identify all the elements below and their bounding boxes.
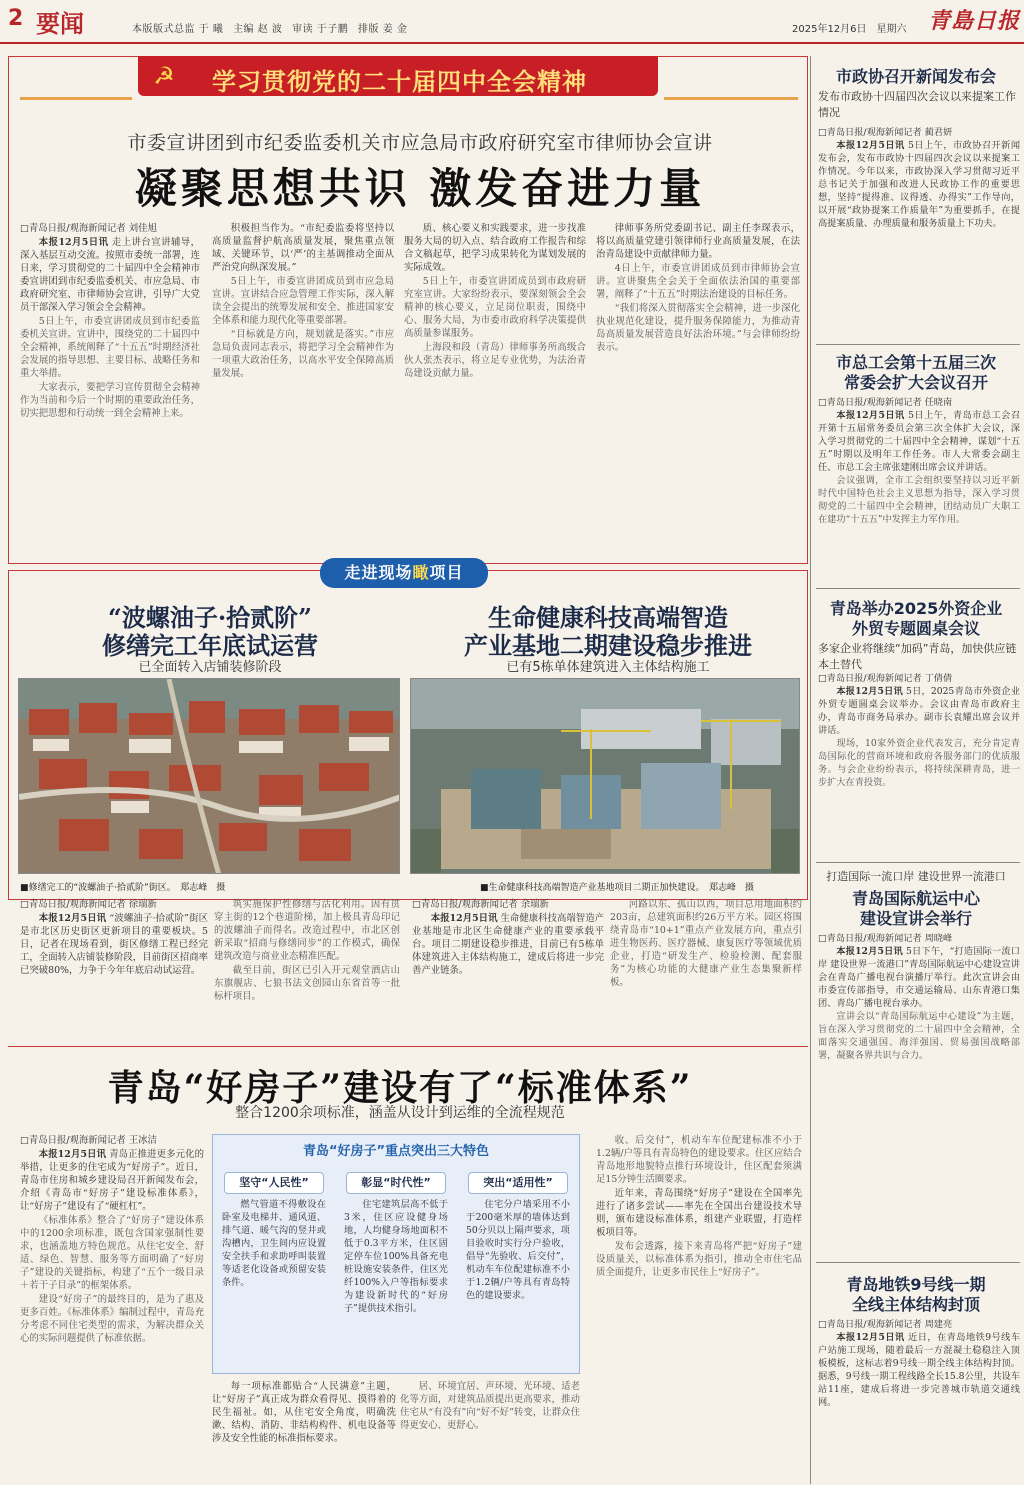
feature-kicker xyxy=(320,558,488,588)
rail-article-4-body: □青岛日报/观海新闻记者 周晓峰 本报12月5日讯 5日下午，“打造国际一流口岸 建设世界一流港口”青岛国际航运中心建设宣讲会在青岛广播电视台演播厅举行。此次宣讲会由市委宣传部指导，市交通运输局、山东青港口集团、青岛广播电视台承办。 宣讲会以“青岛国际航运中心建设”为主题，旨在深入学习贯彻党的二十届四中全会精神，全面落实交通强国、海洋强国、贸易强国战略部署，凝聚各界共识与合力。 xyxy=(818,933,1020,1061)
dateline: 本报12月5日讯 xyxy=(836,686,903,697)
article-text: 5日上午，青岛市总工会召开第十五届常务委员会第三次全体扩大会议，深入学习贯彻党的二十届四中全会精神，谋划“十五五”时期以及明年工作任务。市人大常委会副主任、市总工会主席张建刚出席会议并讲话。 xyxy=(818,410,1020,473)
feature-tag-era: 彰显“时代性” xyxy=(346,1172,446,1194)
rail-article-5-body xyxy=(818,1318,1020,1480)
rail-rule xyxy=(816,862,1020,863)
editor-credit: 审读 于子鹏 xyxy=(292,24,349,35)
feature-right-subheadline: 已有5栋单体建筑进入主体结构施工 xyxy=(506,660,710,675)
housing-subheadline: 整合1200余项标准，涵盖从设计到运维的全流程规范 xyxy=(235,1105,565,1121)
byline: □青岛日报/观海新闻记者 丁倩倩 xyxy=(818,673,953,684)
rail-divider xyxy=(810,56,811,1484)
feature-left-subheadline: 已全面转入店铺装修阶段 xyxy=(138,660,282,675)
article-text: 5日下午，“打造国际一流口岸 建设世界一流港口”青岛国际航运中心建设宣讲会在青岛广播电视台演播厅举行。此次宣讲会由市委宣传部指导，市交通运输局、山东青港口集团、青岛广播电视台承办。 xyxy=(818,946,1020,1009)
street-district-photo xyxy=(18,678,400,874)
masthead xyxy=(0,0,1024,44)
study-column-1: □青岛日报/观海新闻记者 刘佳旭 本报12月5日讯 走上讲台宣讲辅导，深入基层互动交流。按照市委统一部署，连日来，学习贯彻党的二十届四中全会精神市委宣讲团到市纪委监委机关、市应急局、市政府研究室、市律师协会宣讲，引导广大党员干部深入学习领会全会精神。 5日上午，市委宣讲团成员到市纪委监委机关宣讲。宣讲中，围绕党的二十届四中全会精神，系统阐释了“十五五”时期经济社会发展的指导思想、主要目标、战略任务和重大举措。 大家表示，要把学习宣传贯彻全会精神作为当前和今后一个时期的重要政治任务，切实把思想和行动统一到全会精神上来。 xyxy=(20,223,200,419)
byline: □青岛日报/观海新闻记者 余瑞新 xyxy=(412,899,549,910)
dateline: 本报12月5日讯 xyxy=(38,1149,107,1160)
publication-date: 2025年12月6日 星期六 xyxy=(792,24,907,35)
construction-site-photo xyxy=(410,678,800,874)
feature-right-headline-2: 产业基地二期建设稳步推进 xyxy=(464,631,752,660)
byline: □青岛日报/观海新闻记者 蔺君妍 xyxy=(818,127,953,138)
article-text: 律师事务所党委副书记、副主任李琛表示，将以高质量党建引领律师行业高质量发展，在法治青岛建设中贡献律师力量。 xyxy=(596,223,800,260)
feature-left-column-2: 筑实施保护性修缮与活化利用。因有贯穿主街的12个巷道阶梯，加上极具青岛印记的波螺油子而得名。改造过程中，市北区创新采取“招商与修缮同步”的工作模式，确保建筑改造与商业业态精准匹配。 截至目前，街区已引入开元观堂酒店山东旗舰店、七狼书法文创园山东省首等一批标杆项目。 xyxy=(214,899,400,1002)
rail-article-5-headline-2: 全线主体结构封顶 xyxy=(851,1295,980,1314)
rail-rule xyxy=(816,344,1020,345)
feature-tag-practical: 突出“适用性” xyxy=(468,1172,568,1194)
feature-left-headline-2: 修缮完工年底试运营 xyxy=(102,631,318,660)
kicker-text: 项目 xyxy=(429,563,464,582)
byline: □青岛日报/观海新闻记者 刘佳旭 xyxy=(20,223,157,234)
dateline: 本报12月5日讯 xyxy=(836,946,903,957)
rail-article-4-kicker: 打造国际一流口岸 建设世界一流港口 xyxy=(826,870,1006,883)
editor-credit: 主编 赵 波 xyxy=(233,24,283,35)
photo-caption-right: ■生命健康科技高端智造产业基地项目二期正加快建设。 郑志峰 摄 xyxy=(480,883,755,893)
highlight-box-title: 青岛“好房子”重点突出三大特色 xyxy=(302,1144,490,1159)
article-text: 质、核心要义和实践要求，进一步找准服务大局的切入点、结合政府工作报告和综合文稿起草，把学习成果转化为谋划发展的实际成效。 xyxy=(404,223,586,273)
rail-article-4-headline-2: 建设宣讲会举行 xyxy=(859,909,972,928)
street-district-photo-graphic xyxy=(19,679,400,874)
construction-site-photo-graphic xyxy=(411,679,800,874)
article-text: 5日上午，市政协召开新闻发布会，发布市政协十四届四次会议以来提案工作情况。今年以来，市政协深入学习贯彻习近平总书记关于加强和改进人民政协工作的重要思想，坚持“提得准、议得透、办得实”工作导向，以开展“政协提案工作质量年”为重要抓手，在提高提案质量、办理质量和服务质量上下功夫。 xyxy=(818,140,1020,229)
kicker-eye-icon: 瞰 xyxy=(412,563,430,582)
rail-rule xyxy=(816,588,1020,589)
section-name: 要闻 xyxy=(36,10,84,38)
rail-article-5-headline-1: 青岛地铁9号线一期 xyxy=(846,1275,986,1294)
rail-article-2-headline-1: 市总工会第十五届三次 xyxy=(835,353,996,372)
feature-left-column-1 xyxy=(20,898,208,1030)
rail-rule xyxy=(816,1262,1020,1263)
photo-caption-left: ■修缮完工的“波螺油子·拾贰阶”街区。 郑志峰 摄 xyxy=(20,883,226,893)
editor-credit: 排版 姜 金 xyxy=(357,24,408,35)
housing-headline: 青岛“好房子”建设有了“标准体系” xyxy=(107,1067,693,1109)
article-text: 每一项标准都贴合“人民满意”主题，让“好房子”真正成为群众看得见、摸得着的民生福祉。如，从住宅安全角度，明确洗漱、结构、消防、非结构构件、机电设备等涉及安全性能的标准指标要求。 xyxy=(212,1381,396,1444)
decor-bar-left xyxy=(20,97,132,100)
dateline: 本报12月5日讯 xyxy=(38,913,107,924)
rail-article-1-headline: 市政协召开新闻发布会 xyxy=(835,67,996,86)
rail-article-4-headline-1: 青岛国际航运中心 xyxy=(851,889,980,908)
housing-column-3: 居、环境宜居、声环境、光环境、适老化等方面，对建筑品质提出更高要求，推动住宅从“有没有”向“好不好”转变，让群众住得更安心、更舒心。 xyxy=(400,1381,580,1431)
dateline: 本报12月5日讯 xyxy=(430,913,498,924)
article-text: “波螺油子·拾贰阶”街区是市北区历史街区更新项目的重要板块。5日，记者在现场看到，街区修缮工程已经完工，全面转入店铺装修阶段，目前街区招商率已突破80%，力争于今年年底启动试运营。 xyxy=(20,913,208,976)
section-divider xyxy=(8,1046,808,1047)
feature-right-headline-1: 生命健康科技高端智造 xyxy=(488,603,728,632)
feature-tag-people: 坚守“人民性” xyxy=(224,1172,324,1194)
rail-article-2-body: □青岛日报/观海新闻记者 任晓南 本报12月5日讯 5日上午，青岛市总工会召开第十五届常务委员会第三次全体扩大会议，深入学习贯彻党的二十届四中全会精神，谋划“十五五”时期以及明年工作任务。市人大常委会副主任、市总工会主席张建刚出席会议并讲话。 会议强调，全市工会组织要坚持以习近平新时代中国特色社会主义思想为指导，深入学习贯彻党的二十届四中全会精神，团结动员广大职工在建功“十五五”中发挥主力军作用。 xyxy=(818,397,1020,525)
rail-article-3-headline-1: 青岛举办2025外资企业 xyxy=(829,599,1003,618)
feature-left-headline-1: “波螺油子·拾贰阶” xyxy=(108,603,312,632)
kicker-text: 走进现场 xyxy=(344,563,413,582)
article-text: 近年来，青岛围绕“好房子”建设在全国率先进行了诸多尝试——率先在全国出台建设技术导则，颁布建设标准体系，组建产业联盟，打造样板项目等。 xyxy=(596,1188,802,1238)
newspaper-logo: 青島日报 xyxy=(928,8,1021,34)
feature-tag-text-people: 燃气管道不得敷设在卧室及电梯井、通风道、排气道、暖气沟的竖井或沟槽内，卫生间内应设置安全扶手和求助呼叫装置等适老化设备或预留安装条件。 xyxy=(222,1199,326,1288)
editor-credit: 本版版式总监 于 曦 xyxy=(132,24,224,35)
rail-article-3-body: □青岛日报/观海新闻记者 丁倩倩 本报12月5日讯 5日，2025青岛市外资企业外贸专题圆桌会议举办。会议由青岛市政府主办，青岛市商务局承办。副市长袁耀出席会议并讲话。 现场，10家外资企业代表发言，充分肯定青岛国际化的营商环境和政府各服务部门的优质服务。与会企业纷纷表示，将持续深耕青岛，进一步扩大在青投资。 xyxy=(818,673,1020,788)
rail-article-3-subheadline: 多家企业将继续“加码”青岛，加快供应链本土替代 xyxy=(818,642,1017,671)
rail-article-3-headline-2: 外贸专题圆桌会议 xyxy=(851,619,980,638)
byline: □青岛日报/观海新闻记者 任晓南 xyxy=(818,397,953,408)
article-text: 青岛正推进更多元化的举措，让更多的住宅成为“好房子”。近日，青岛市住房和城乡建设局召开新闻发布会，介绍《青岛市“好房子”建设标准体系》，让“好房子”建设有了“硬杠杠”。 xyxy=(20,1149,204,1212)
dateline: 本报12月5日讯 xyxy=(836,140,905,151)
page-number: 2 xyxy=(8,6,24,31)
article-text: 积极担当作为。“市纪委监委将坚持以高质量监督护航高质量发展，聚焦重点领域、关键环节，以‘严’的主基调推动全面从严治党向纵深发展。” xyxy=(212,223,394,273)
rail-article-1-subheadline: 发布市政协十四届四次会议以来提案工作情况 xyxy=(818,90,1016,119)
feature-right-column-1 xyxy=(412,898,604,1030)
byline: □青岛日报/观海新闻记者 周建亮 xyxy=(818,1319,953,1330)
article-text: 5日，2025青岛市外资企业外贸专题圆桌会议举办。会议由青岛市政府主办，青岛市商务局承办。副市长袁耀出席会议并讲话。 xyxy=(818,686,1020,736)
decor-bar-right xyxy=(664,97,798,100)
dateline: 本报12月5日讯 xyxy=(836,1332,905,1343)
editor-credits xyxy=(132,20,413,35)
article-text: 生命健康科技高端智造产业基地是市北区生命健康产业的重要承载平台。项目二期建设稳步推进，目前已有5栋单体建筑进入主体结构施工，建成后将进一步完善产业链条。 xyxy=(412,913,604,976)
housing-column-4: 收、后交付”，机动车车位配建标准不小于1.2辆/户等具有青岛特色的建设要求。住区应结合青岛地形地貌特点推行环境设计，住区配套须满足15分钟生活圈要求。 近年来，青岛围绕“好房子”建设在全国率先进行了诸多尝试——率先在全国出台建设技术导则，颁布建设标准体系，组建产业联盟，打造样板项目等。 发布会透露，接下来青岛将严把“好房子”建设质量关，以标准体系为指引，推动全市住宅品质全面提升，让更多市民住上“好房子”。 xyxy=(596,1135,802,1278)
study-headline: 凝聚思想共识 激发奋进力量 xyxy=(134,164,706,213)
study-column-3: 质、核心要义和实践要求，进一步找准服务大局的切入点、结合政府工作报告和综合文稿起草，把学习成果转化为谋划发展的实际成效。 5日上午，市委宣讲团成员到市政府研究室宣讲。大家纷纷表示，要深刻领会全会精神的核心要义，立足岗位职责，围绕中心、服务大局，为市委市政府科学决策提供高质量参谋服务。 上海段和段（青岛）律师事务所高级合伙人张杰表示，将立足专业优势，为法治青岛建设贡献力量。 xyxy=(404,223,586,379)
housing-column-1: □青岛日报/观海新闻记者 王冰洁 本报12月5日讯 青岛正推进更多元化的举措，让更多的住宅成为“好房子”。近日，青岛市住房和城乡建设局召开新闻发布会，介绍《青岛市“好房子”建设标准体系》，让“好房子”建设有了“硬杠杠”。 《标准体系》整合了“好房子”建设体系中的1200余项标准，既包含国家强制性要求，也涵盖地方特色规范。从住宅安全、舒适、绿色、智慧、服务等方面明确了“好房子”建设的关键指标，构建了“五个一级目录＋若干子目录”的框架体系。 建设“好房子”的最终目的，是为了惠及更多百姓。《标准体系》编制过程中，青岛充分考虑不同住宅类型的需求，为解决群众关心的实际问题提供了标准依据。 xyxy=(20,1135,204,1344)
housing-column-2 xyxy=(212,1380,396,1480)
byline: □青岛日报/观海新闻记者 王冰洁 xyxy=(20,1135,157,1146)
study-column-2: 积极担当作为。“市纪委监委将坚持以高质量监督护航高质量发展，聚焦重点领域、关键环节，以‘严’的主基调推动全面从严治党向纵深发展。” 5日上午，市委宣讲团成员到市应急局宣讲。宣讲结合应急管理工作实际，深入解读全会提出的统筹发展和安全、推进国家安全体系和能力现代化等重要部署。 “目标就是方向，规划就是落实。”市应急局负责同志表示，将把学习全会精神作为一项重大政治任务，以高水平安全保障高质量发展。 xyxy=(212,223,394,379)
study-subheadline: 市委宣讲团到市纪委监委机关市应急局市政府研究室市律师协会宣讲 xyxy=(127,132,713,154)
study-banner-title: 学习贯彻党的二十届四中全会精神 xyxy=(212,68,587,96)
byline: □青岛日报/观海新闻记者 周晓峰 xyxy=(818,933,953,944)
article-text: 走上讲台宣讲辅导，深入基层互动交流。按照市委统一部署，连日来，学习贯彻党的二十届四中全会精神市委宣讲团到市纪委监委机关、市应急局、市政府研究室、市律师协会宣讲，引导广大党员干部深入学习领会全会精神。 xyxy=(20,237,200,313)
party-emblem-icon: ☭ xyxy=(153,62,175,90)
dateline: 本报12月5日讯 xyxy=(836,410,905,421)
feature-tag-text-practical: 住宅分户墙采用不小于200毫米厚的墙体达到50分贝以上隔声要求，项目验收时实行分户验收，倡导“先验收、后交付”，机动车车位配建标准不小于1.2辆/户等具有青岛特色的建设要求。 xyxy=(466,1199,570,1301)
rail-article-2-headline-2: 常委会扩大会议召开 xyxy=(843,373,988,392)
dateline: 本报12月5日讯 xyxy=(38,237,109,248)
byline: □青岛日报/观海新闻记者 徐瑞新 xyxy=(20,899,157,910)
rail-article-1-body xyxy=(818,126,1020,340)
article-text: 近日，在青岛地铁9号线车户站施工现场，随着最后一方混凝土稳稳注入顶板模板，这标志着9号线一期全线主体结构封顶。据悉，9号线一期工程线路全长15.8公里，共设车站11座，建成后将进一步完善城市轨道交通线网。 xyxy=(818,1332,1020,1408)
feature-right-column-2: 河路以东、孤山以西，项目总用地面积约203亩，总建筑面积约26万平方米。园区将围绕青岛市“10+1”重点产业发展方向，重点引进生物医药、医疗器械、康复医疗等领域优质企业，打造“研发生产、检验检测、配套服务”为核心功能的大健康产业生态集聚新样板。 xyxy=(610,899,802,988)
study-column-4: 律师事务所党委副书记、副主任李琛表示，将以高质量党建引领律师行业高质量发展，在法治青岛建设中贡献律师力量。 4日上午，市委宣讲团成员到市律师协会宣讲。宣讲聚焦全会关于全面依法治国的重要部署，阐释了“十五五”时期法治建设的目标任务。 “我们将深入贯彻落实全会精神，进一步深化执业规范化建设，提升服务保障能力，为推动青岛高质量发展营造良好法治环境。”与会律师纷纷表示。 xyxy=(596,223,800,353)
feature-tag-text-era: 住宅建筑层高不低于3米，住区应设健身场地，人均健身场地面积不低于0.3平方米，住区固定停车位100%具备充电桩设施安装条件，住区光纤100%入户等指标要求为建设新时代的“好房子”提供技术指引。 xyxy=(344,1199,448,1314)
